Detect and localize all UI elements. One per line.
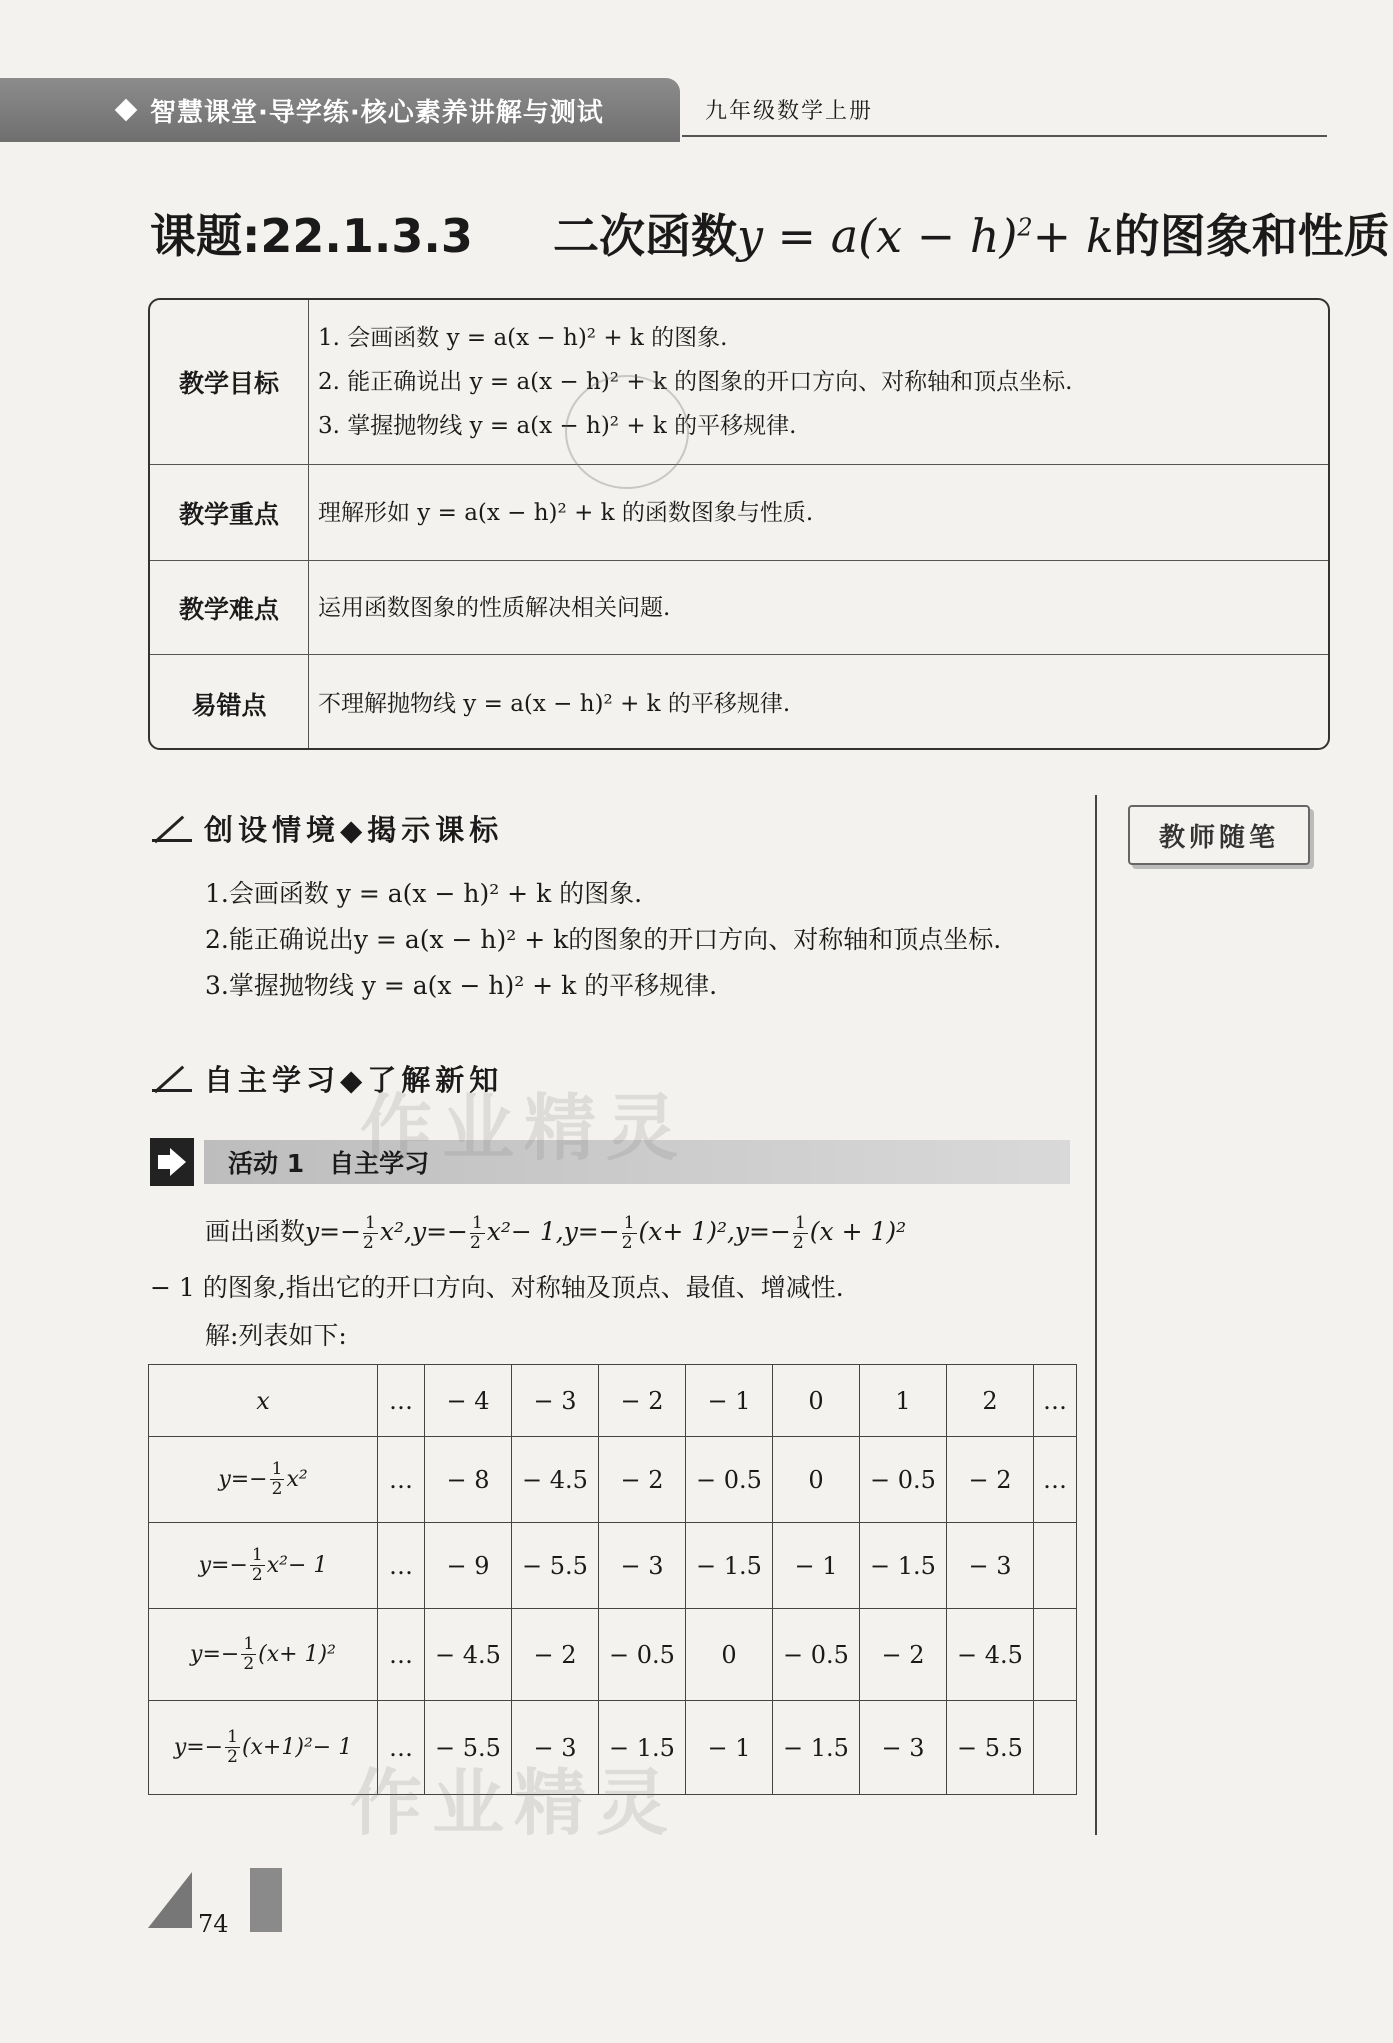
table-cell: − 4.5 <box>512 1437 599 1523</box>
objective-head: 教学重点 <box>150 465 309 561</box>
formula-part: (x + 1)² <box>809 1217 907 1246</box>
objective-row <box>150 464 1328 561</box>
table-cell: − 1.5 <box>599 1701 686 1795</box>
objective-head: 易错点 <box>150 655 309 750</box>
pen-icon <box>148 1059 194 1099</box>
fraction <box>225 1728 240 1767</box>
objectives-table <box>148 298 1330 750</box>
table-cell: 0 <box>773 1437 860 1523</box>
table-row <box>149 1609 1077 1701</box>
title-exp: 2 <box>1017 213 1033 242</box>
title-formula: y = a(x − h) <box>736 209 1018 263</box>
fraction <box>250 1546 265 1585</box>
fraction <box>363 1214 378 1253</box>
row-label <box>149 1437 378 1523</box>
table-cell: − 2 <box>860 1609 947 1701</box>
fraction-num: 1 <box>471 1213 483 1233</box>
value-table <box>148 1364 1077 1795</box>
table-cell: − 3 <box>512 1701 599 1795</box>
formula-part: y=− <box>411 1217 468 1246</box>
objective-line: 不理解抛物线 y = a(x − h)² + k 的平移规律. <box>318 691 791 717</box>
activity-label: 活动 1 自主学习 <box>228 1149 430 1178</box>
fraction-num: 1 <box>227 1727 238 1747</box>
fraction <box>241 1635 256 1674</box>
table-cell: 0 <box>773 1365 860 1437</box>
diamond-icon <box>115 99 138 122</box>
section-title: 自主学习◆了解新知 <box>204 1063 504 1097</box>
objective-body <box>318 300 1318 464</box>
formula-part: x², <box>379 1217 412 1246</box>
table-row <box>149 1437 1077 1523</box>
row-label <box>149 1701 378 1795</box>
fraction-den: 2 <box>363 1233 374 1253</box>
table-row <box>149 1523 1077 1609</box>
problem-line-2: − 1 的图象,指出它的开口方向、对称轴及顶点、最值、增减性. <box>150 1273 844 1302</box>
fraction-num: 1 <box>365 1213 376 1233</box>
page-number: 74 <box>198 1910 229 1938</box>
fraction-den: 2 <box>251 1565 263 1585</box>
table-cell: − 0.5 <box>686 1437 773 1523</box>
table-cell: − 3 <box>512 1365 599 1437</box>
table-cell <box>1034 1701 1077 1795</box>
objective-line: 3. 掌握抛物线 y = a(x − h)² + k 的平移规律. <box>318 413 797 439</box>
formula-part: y=− <box>305 1217 362 1246</box>
table-cell: … <box>378 1365 425 1437</box>
table-cell: − 1 <box>686 1365 773 1437</box>
table-cell: … <box>1034 1365 1077 1437</box>
objective-row <box>150 560 1328 655</box>
table-cell: … <box>378 1701 425 1795</box>
table-cell: − 0.5 <box>599 1609 686 1701</box>
table-cell: − 5.5 <box>512 1523 599 1609</box>
row-label <box>149 1523 378 1609</box>
table-cell: … <box>378 1523 425 1609</box>
table-cell: − 8 <box>425 1437 512 1523</box>
table-cell: − 1.5 <box>686 1523 773 1609</box>
objective-head: 教学难点 <box>150 561 309 655</box>
table-cell: 0 <box>686 1609 773 1701</box>
fraction-num: 1 <box>623 1213 635 1233</box>
problem-line-1 <box>205 1212 906 1253</box>
table-cell: … <box>378 1437 425 1523</box>
fraction-den: 2 <box>792 1233 804 1253</box>
objective-body <box>318 465 1318 561</box>
table-cell: … <box>378 1609 425 1701</box>
teacher-notes-box: 教师随笔 <box>1128 805 1310 865</box>
title-prefix: 课题:22.1.3.3 <box>150 209 473 263</box>
objective-body <box>318 561 1318 655</box>
table-cell: … <box>1034 1437 1077 1523</box>
fraction-num: 1 <box>794 1213 806 1233</box>
table-cell: − 2 <box>947 1437 1034 1523</box>
table-cell: − 2 <box>512 1609 599 1701</box>
objective-line: 理解形如 y = a(x − h)² + k 的函数图象与性质. <box>318 500 814 526</box>
problem-intro: 画出函数 <box>205 1217 306 1246</box>
table-cell: − 5.5 <box>947 1701 1034 1795</box>
section1-item: 1.会画函数 y = a(x − h)² + k 的图象. <box>205 879 643 908</box>
section1-item: 2.能正确说出y = a(x − h)² + k的图象的开口方向、对称轴和顶点坐标. <box>205 925 1002 954</box>
table-cell <box>1034 1523 1077 1609</box>
objective-line: 2. 能正确说出 y = a(x − h)² + k 的图象的开口方向、对称轴和顶点坐标. <box>318 369 1073 395</box>
objective-line: 运用函数图象的性质解决相关问题. <box>318 595 671 621</box>
title-name: 二次函数 <box>552 209 737 263</box>
header-banner <box>0 78 680 142</box>
table-cell: − 5.5 <box>425 1701 512 1795</box>
watermark: 作业精灵 <box>360 1086 689 1170</box>
row-label <box>149 1609 378 1701</box>
table-cell: − 0.5 <box>860 1437 947 1523</box>
table-cell: 1 <box>860 1365 947 1437</box>
fraction <box>793 1214 808 1253</box>
row-label-part: x²− 1 <box>266 1553 328 1578</box>
section1-item: 3.掌握抛物线 y = a(x − h)² + k 的平移规律. <box>205 971 718 1000</box>
table-cell: − 4 <box>425 1365 512 1437</box>
stamp-seal <box>565 375 689 489</box>
title-suffix: 的图象和性质 <box>1113 209 1390 263</box>
fraction <box>270 1460 285 1499</box>
table-cell: − 1 <box>773 1523 860 1609</box>
table-cell: − 3 <box>947 1523 1034 1609</box>
table-cell: 2 <box>947 1365 1034 1437</box>
table-cell: − 3 <box>860 1701 947 1795</box>
title-formula-tail: + k <box>1032 209 1114 263</box>
header-rule <box>682 135 1327 137</box>
table-cell <box>1034 1609 1077 1701</box>
notes-divider <box>1095 795 1097 1835</box>
objective-head: 教学目标 <box>150 300 309 464</box>
fraction-den: 2 <box>621 1233 633 1253</box>
fraction-den: 2 <box>227 1747 238 1767</box>
row-label-part: (x+1)²− 1 <box>241 1735 353 1760</box>
section-heading-1 <box>148 808 503 849</box>
solution-label: 解:列表如下: <box>205 1321 347 1350</box>
row-label-part: y=− <box>198 1553 248 1578</box>
pen-icon <box>148 809 194 849</box>
fraction <box>470 1214 485 1253</box>
row-label-part: y=− <box>190 1642 240 1667</box>
objective-row <box>150 654 1328 750</box>
grade-book-label: 九年级数学上册 <box>705 99 874 124</box>
series-title: 智慧课堂·导学练·核心素养讲解与测试 <box>150 97 604 128</box>
table-cell: − 4.5 <box>425 1609 512 1701</box>
table-row <box>149 1365 1077 1437</box>
watermark: 作业精灵 <box>350 1761 679 1845</box>
table-cell: − 1.5 <box>773 1701 860 1795</box>
fraction-den: 2 <box>469 1233 481 1253</box>
table-cell: − 2 <box>599 1365 686 1437</box>
fraction-den: 2 <box>243 1654 255 1674</box>
section-title: 创设情境◆揭示课标 <box>204 813 504 847</box>
formula-part: y=− <box>563 1217 620 1246</box>
fraction-den: 2 <box>271 1479 283 1499</box>
table-cell: − 2 <box>599 1437 686 1523</box>
formula-part: x²− 1, <box>486 1217 564 1246</box>
fraction-num: 1 <box>243 1634 255 1654</box>
table-cell: − 1.5 <box>860 1523 947 1609</box>
table-cell: − 3 <box>599 1523 686 1609</box>
page-corner-triangle <box>148 1872 192 1928</box>
row-label-part: (x+ 1)² <box>258 1642 336 1667</box>
fraction-num: 1 <box>251 1545 263 1565</box>
table-cell: x <box>149 1365 378 1437</box>
page-title <box>150 200 1390 266</box>
formula-part: y=− <box>734 1217 791 1246</box>
fraction <box>622 1214 637 1253</box>
row-label-part: y=− <box>173 1735 224 1760</box>
row-label-part: x² <box>286 1467 308 1492</box>
arrow-right-icon <box>150 1138 194 1186</box>
row-label-part: y=− <box>218 1467 268 1492</box>
fraction-num: 1 <box>271 1459 283 1479</box>
table-cell: − 4.5 <box>947 1609 1034 1701</box>
table-cell: − 1 <box>686 1701 773 1795</box>
table-cell: − 9 <box>425 1523 512 1609</box>
objective-row <box>150 300 1328 464</box>
objective-body <box>318 655 1318 750</box>
objective-line: 1. 会画函数 y = a(x − h)² + k 的图象. <box>318 325 728 351</box>
page-corner-bar <box>250 1868 282 1932</box>
formula-part: (x+ 1)², <box>638 1217 735 1246</box>
table-cell: − 0.5 <box>773 1609 860 1701</box>
